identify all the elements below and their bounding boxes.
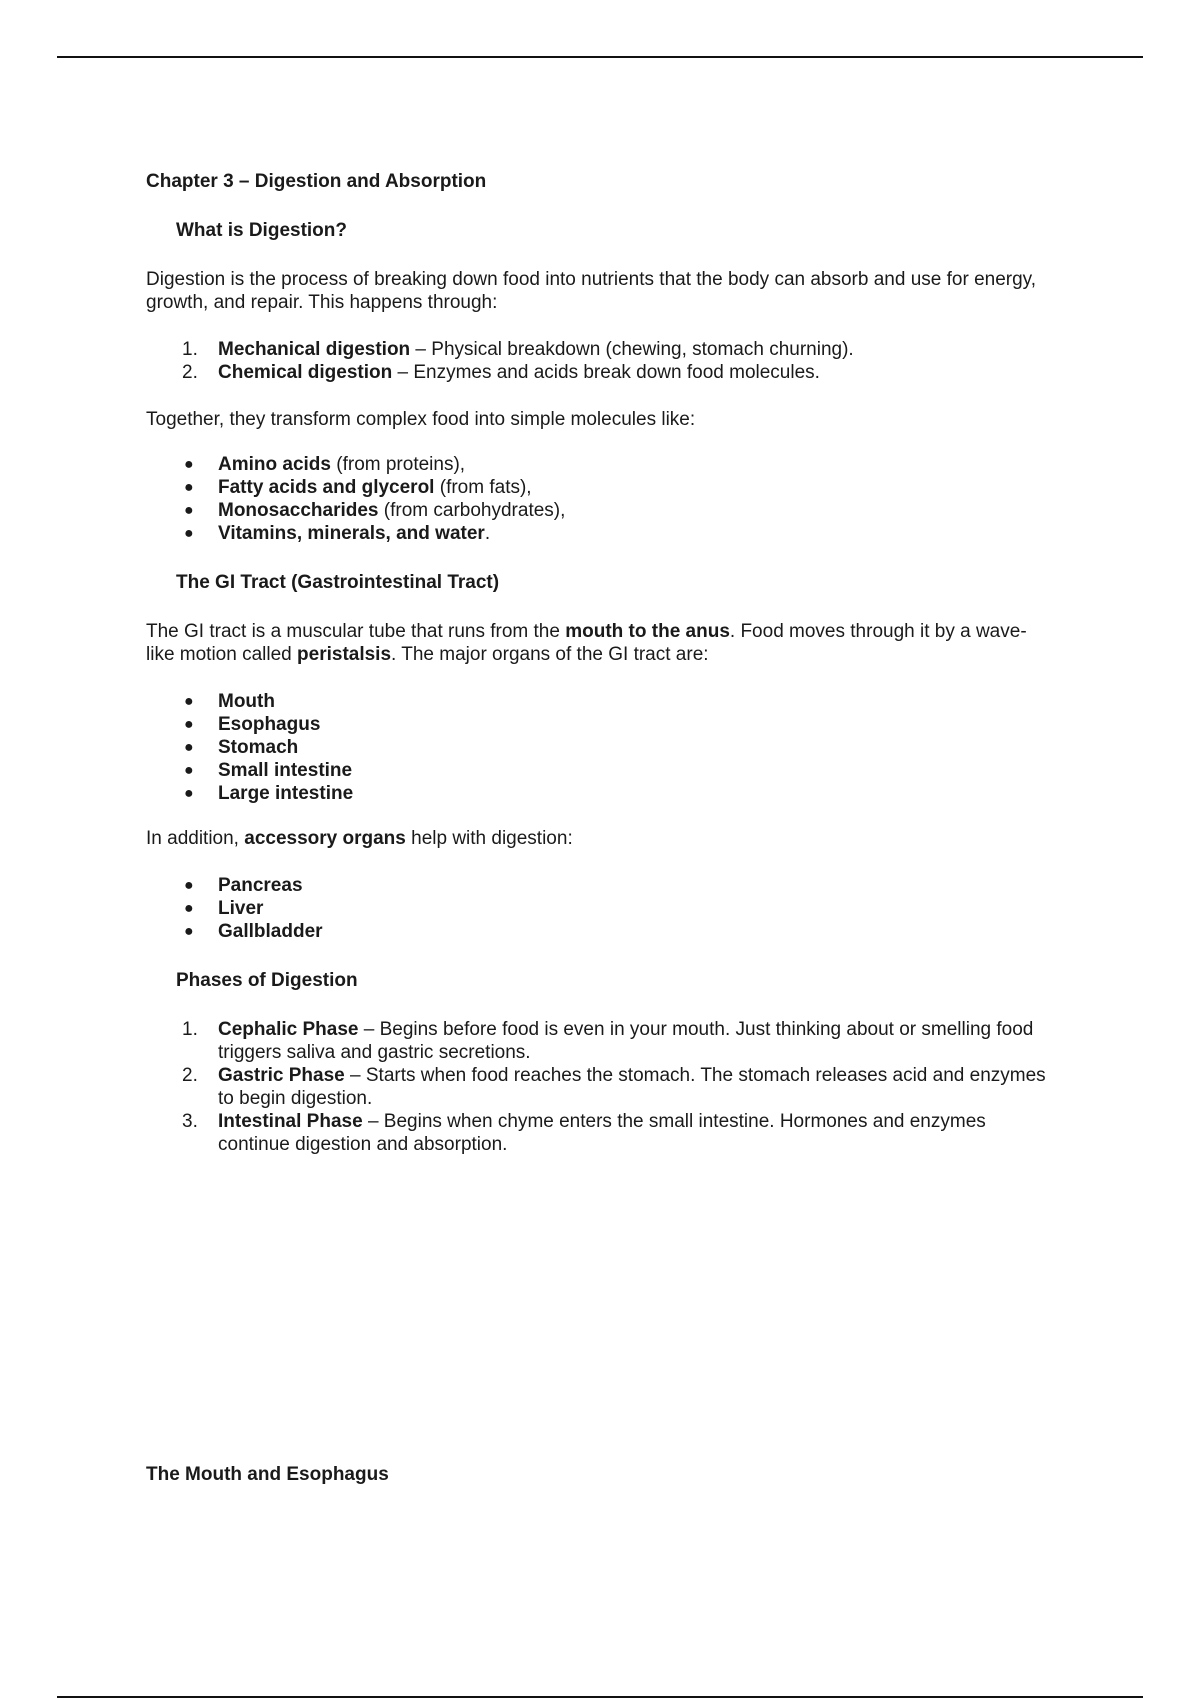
list-item [146,920,1046,943]
bullet-icon: ● [184,785,194,802]
term-desc: – Physical breakdown (chewing, stomach churning). [410,339,854,360]
organ: Small intestine [218,760,353,781]
list-item [146,782,1046,805]
list-item [146,1110,1046,1156]
list-item [146,1064,1046,1110]
organ: Stomach [218,737,299,758]
text-run: . Food moves through it by a wave-like motion called [146,621,1027,665]
term: Fatty acids and glycerol [218,477,435,498]
term-desc: (from fats), [434,477,532,498]
document-body [146,170,1046,1156]
bullet-icon: ● [184,762,194,779]
term: Gastric Phase [218,1065,345,1086]
organ: Liver [218,898,264,919]
section-heading-what-is-digestion: What is Digestion? [176,220,347,241]
term-desc: . [484,523,491,544]
bullet-icon: ● [184,900,194,917]
organ: Pancreas [218,875,303,896]
bullet-icon: ● [184,877,194,894]
list-item [146,736,1046,759]
list-item [146,690,1046,713]
bullet-icon: ● [184,923,194,940]
list-item [146,713,1046,736]
bullet-icon: ● [184,739,194,756]
text-run: help with digestion: [405,828,573,849]
term: Chemical digestion [218,362,393,383]
list-item [146,361,1046,384]
organ: Esophagus [218,714,321,735]
digestion-intro: Digestion is the process of breaking down food into nutrients that the body can absorb and use for energy, growth, and repair. This happens through: [146,269,1037,313]
list-number: 1. [182,339,198,360]
term: Vitamins, minerals, and water [218,523,485,544]
term: Amino acids [218,454,331,475]
term-desc: – Begins when chyme enters the small intestine. Hormones and enzymes continue digestion and absorption. [218,1111,986,1155]
gi-tract-intro [146,620,1046,666]
list-item [146,897,1046,920]
text-run: The GI tract is a muscular tube that runs from the [146,621,566,642]
bullet-icon: ● [184,456,194,473]
list-item [146,1018,1046,1064]
list-item [146,759,1046,782]
text-run: In addition, [146,828,245,849]
term-desc: (from carbohydrates), [378,500,566,521]
organ: Gallbladder [218,921,323,942]
term-desc: – Enzymes and acids break down food molecules. [392,362,820,383]
list-item [146,874,1046,897]
bullet-icon: ● [184,525,194,542]
accessory-intro [146,827,1046,850]
list-number: 2. [182,362,198,383]
bullet-icon: ● [184,479,194,496]
list-item [146,453,1046,476]
organ: Mouth [218,691,275,712]
together-text: Together, they transform complex food into simple molecules like: [146,409,696,430]
top-rule [57,56,1143,58]
phases-list [146,1018,1046,1156]
digestion-types-list [146,338,1046,384]
term: Monosaccharides [218,500,379,521]
list-item [146,476,1046,499]
emphasis: mouth to the anus [565,621,730,642]
bullet-icon: ● [184,502,194,519]
gi-organs-list [146,690,1046,805]
term: Mechanical digestion [218,339,411,360]
section-heading-gi-tract: The GI Tract (Gastrointestinal Tract) [176,572,500,593]
list-item [146,522,1046,545]
list-number: 3. [182,1111,198,1132]
list-item [146,499,1046,522]
term-desc: – Begins before food is even in your mouth. Just thinking about or smelling food triggers saliva and gastric secretions. [218,1019,1034,1063]
bullet-icon: ● [184,693,194,710]
list-item [146,338,1046,361]
text-run: . The major organs of the GI tract are: [391,644,709,665]
emphasis: peristalsis [297,644,392,665]
bottom-rule [57,1696,1143,1698]
organ: Large intestine [218,783,354,804]
term-desc: – Starts when food reaches the stomach. The stomach releases acid and enzymes to begin digestion. [218,1065,1046,1109]
term: Intestinal Phase [218,1111,363,1132]
emphasis: accessory organs [244,828,406,849]
term-desc: (from proteins), [330,454,466,475]
molecules-list [146,453,1046,545]
chapter-title: Chapter 3 – Digestion and Absorption [146,171,487,192]
term: Cephalic Phase [218,1019,359,1040]
list-number: 2. [182,1065,198,1086]
list-number: 1. [182,1019,198,1040]
section-heading-phases: Phases of Digestion [176,970,358,991]
next-section-heading: The Mouth and Esophagus [146,1464,389,1485]
bullet-icon: ● [184,716,194,733]
accessory-organs-list [146,874,1046,943]
